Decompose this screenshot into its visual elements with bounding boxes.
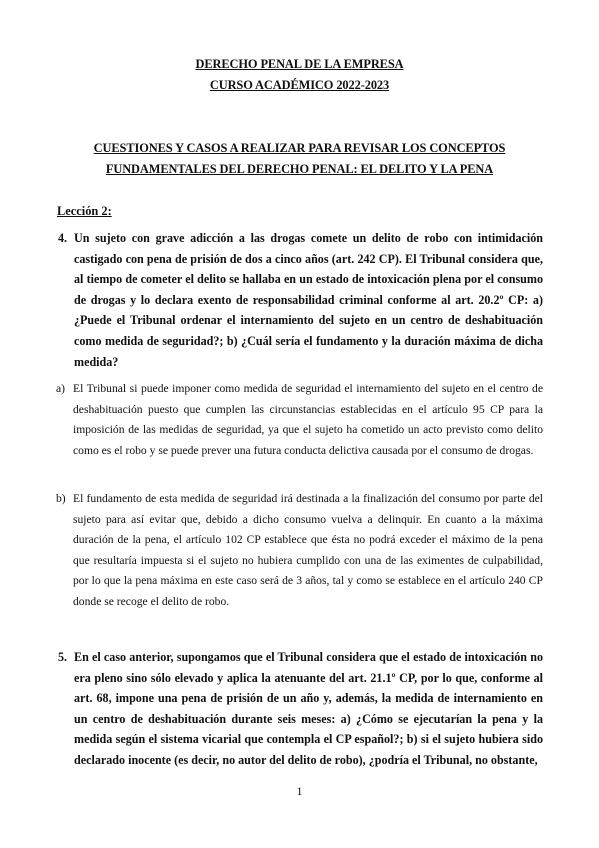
- page-number: 1: [296, 784, 303, 798]
- section-heading-line1: CUESTIONES Y CASOS A REALIZAR PARA REVISAR LOS CONCEPTOS: [93, 141, 506, 155]
- answer-text: El fundamento de esta medida de seguridad irá destinada a la finalización del consumo por parte del sujeto para así evitar que, debido a dicho consumo vuelva a delinquir. En cuanto a la máxima duración de la pena, el artículo 102 CP establece que ésta no podrá exceder el máximo de la pena que resultaría impuesta si el sujeto no hubiera cumplido con una de las eximentes de culpabilidad, por lo que la pena máxima en este caso será de 3 años, tal y como se establece en el artículo 240 CP donde se recoge el delito de robo.: [73, 492, 543, 608]
- answer-a: [56, 379, 543, 461]
- answer-text: El Tribunal si puede imponer como medida de seguridad el internamiento del sujeto en el centro de deshabituación puesto que cumplen las circunstancias establecidas en el artículo 95 CP para la imposición de las medidas de seguridad, ya que el sujeto ha cometido un acto previsto como delito como es el robo y se puede prever una futura conducta delictiva causada por el consumo de drogas.: [73, 382, 543, 457]
- answer-label: b): [56, 492, 66, 505]
- course-year: CURSO ACADÉMICO 2022-2023: [209, 78, 390, 92]
- section-heading-line2: FUNDAMENTALES DEL DERECHO PENAL: EL DELITO Y LA PENA: [105, 162, 494, 176]
- question-text: Un sujeto con grave adicción a las drogas comete un delito de robo con intimidación castigado con pena de prisión de dos a cinco años (art. 242 CP). El Tribunal considera que, al tiempo de cometer el delito se hallaba en un estado de intoxicación plena por el consumo de drogas y lo declara exento de responsabilidad criminal conforme al art. 20.2º CP: a) ¿Puede el Tribunal ordenar el internamiento del sujeto en un centro de deshabituación como medida de seguridad?; b) ¿Cuál sería el fundamento y la duración máxima de dicha medida?: [74, 231, 543, 369]
- question-number: 5.: [58, 650, 68, 664]
- lesson-heading: Lección 2:: [57, 204, 112, 218]
- question-5: [58, 647, 543, 771]
- question-number: 4.: [58, 231, 68, 245]
- answer-label: a): [56, 382, 66, 395]
- question-4: [58, 228, 543, 372]
- answer-b: [56, 489, 543, 613]
- document-title: DERECHO PENAL DE LA EMPRESA: [195, 57, 404, 71]
- question-text: En el caso anterior, supongamos que el Tribunal considera que el estado de intoxicación no era pleno sino sólo elevado y aplica la atenuante del art. 21.1º CP, por lo que, conforme al art. 68, impone una pena de prisión de un año y, además, la medida de internamiento en un centro de deshabituación durante seis meses: a) ¿Cómo se ejecutarían la pena y la medida según el sistema vicarial que contempla el CP español?; b) si el sujeto hubiera sido declarado inocente (es decir, no autor del delito de robo), ¿podría el Tribunal, no obstante,: [74, 650, 543, 767]
